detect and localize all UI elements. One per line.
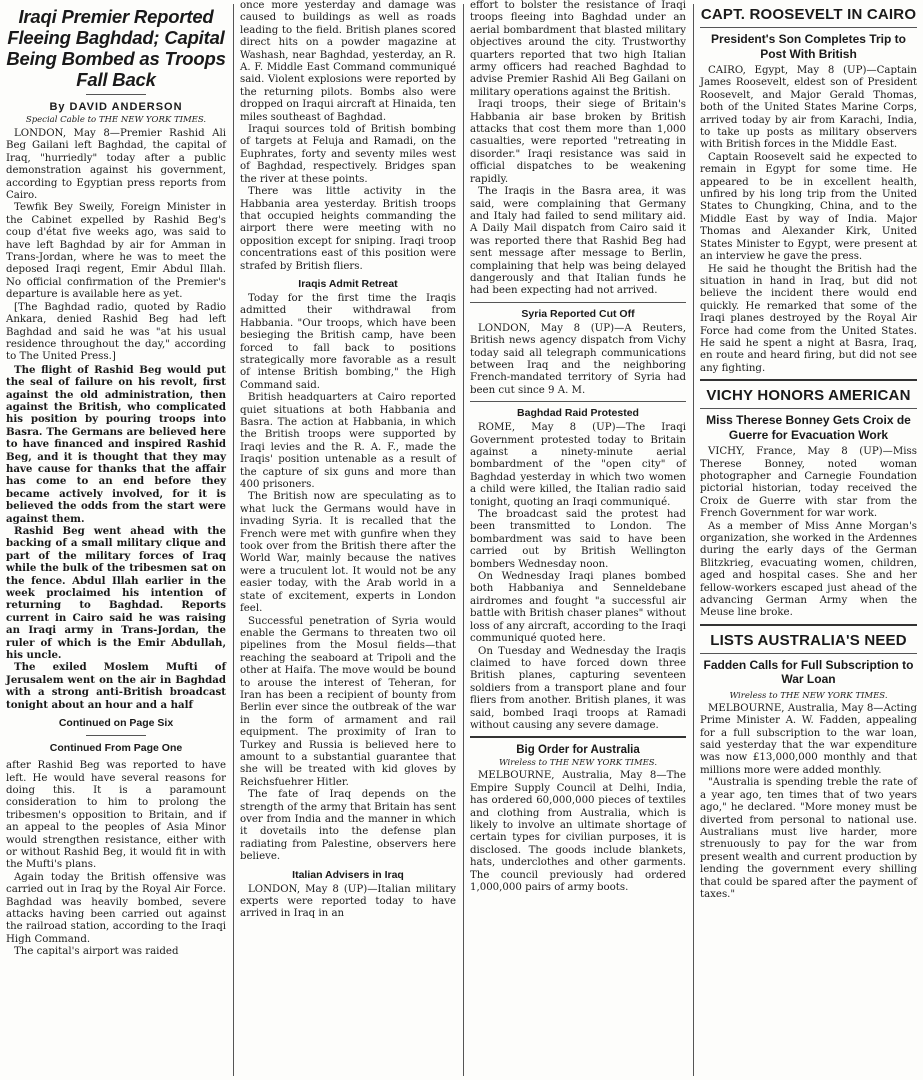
paragraph: Iraqi troops, their siege of Britain's Habbania air base broken by British attacks that cost them more than 1,000 casualties, were reported "retreating in disorder." Iraqi resistance was said in official dispatches to be weakening rapidly.	[470, 99, 686, 185]
paragraph: The British now are speculating as to what luck the Germans would have in invading Syria. It is recalled that the French were met with gunfire when they took over from the British there after the World War, mainly because the natives were a truculent lot. It would not be any easier today, with the Arab world in a state of excitement, experts in London feel.	[240, 491, 456, 615]
section-headline: LISTS AUSTRALIA'S NEED	[710, 631, 907, 649]
divider	[86, 735, 146, 736]
subhead: Syria Reported Cut Off	[521, 307, 635, 320]
divider	[700, 408, 917, 409]
paragraph: The Iraqis in the Basra area, it was said, were complaining that Germany and Italy had failed to send military aid. A Daily Mail dispatch from Cairo said it was reported there that Rashid Beg had sent message after message to Berlin, complaining that help was being delayed dangerously and that Italian funds he had been expecting had not arrived.	[470, 186, 686, 297]
divider	[86, 94, 146, 95]
paragraph: The fate of Iraq depends on the strength of the army that Britain has sent over from India and the manner in which it dovetails into the defense plan radiating from Palestine, observers here believe.	[240, 789, 456, 863]
subhead: Italian Advisers in Iraq	[292, 868, 404, 881]
paragraph: Tewfik Bey Sweily, Foreign Minister in the Cabinet expelled by Rashid Beg's coup d'état five weeks ago, was said to have left Baghdad by air for Amman in Trans-Jordan, where he was to meet the deposed Iraqi regent, Emir Abdul Illah. No official confirmation of the Premier's departure is available here as yet.	[6, 202, 226, 301]
paragraph: VICHY, France, May 8 (UP)—Miss Therese Bonney, noted woman photographer and Carnegie Foundation pictorial historian, today received the Croix de Guerre with star from the French Government for war work.	[700, 446, 917, 520]
paragraph: The capital's airport was raided	[14, 946, 179, 958]
section-headline: CAPT. ROOSEVELT IN CAIRO	[700, 6, 917, 23]
subhead: Big Order for Australia	[516, 744, 640, 757]
deck-headline: President's Son Completes Trip to Post With British	[711, 32, 906, 61]
paragraph: On Wednesday Iraqi planes bombed both Habbaniya and Senneldebane airdromes and fought "a successful air battle with British chaser planes" without loss of any aircraft, according to the Iraqi communiqué quoted here.	[470, 571, 686, 645]
paragraph: British headquarters at Cairo reported quiet situations at both Habbania and Basra. The action at Habbania, in which the British troops were supported by Iraqi levies and the R. A. F., made the Iraqis' position untenable as a result of the capture of six guns and more than 400 prisoners.	[240, 392, 456, 491]
paragraph: Again today the British offensive was carried out in Iraq by the Royal Air Force. Baghdad was heavily bombed, severe attacks having been carried out against the railroad station, according to the Iraqi High Command.	[6, 871, 226, 945]
paragraph: LONDON, May 8 (UP)—A Reuters, British news agency dispatch from Vichy today said all telegraph communications between Iraq and the neighboring French-mandated territory of Syria had been cut since 9 A. M.	[470, 322, 686, 396]
paragraph: On Tuesday and Wednesday the Iraqis claimed to have forced down three British planes, capturing seventeen soldiers from a transport plane and four fliers from another. British planes, it was said, bombed Iraqi troops at Ramadi without causing any severe damage.	[470, 645, 686, 731]
wireless-credit: Wireless to THE NEW YORK TIMES.	[498, 758, 658, 769]
paragraph: MELBOURNE, Australia, May 8—The Empire Supply Council at Delhi, India, has ordered 60,000,000 pieces of textiles and clothing from Australia, which is likely to involve an ultimate shortage of certain types for civilian purposes, it is disclosed. The goods include blankets, hats, underclothes and other garments. The council previously had ordered 1,000,000 pairs of army boots.	[470, 770, 686, 893]
section-headline: VICHY HONORS AMERICAN	[706, 387, 911, 405]
divider	[700, 379, 917, 381]
paragraph: "Australia is spending treble the rate of a year ago, ten times that of two years ago," he declared. "More money must be diverted from personal to national use. Australians must live harder, more strenuously to pay for the war from present wealth and current production by lending the government every shilling that could be spared after the payment of taxes."	[700, 777, 917, 900]
divider	[470, 302, 686, 303]
paragraph: Today for the first time the Iraqis admitted their withdrawal from Habbania. "Our troops, which have been besieging the British camp, have been forced to fall back to positions strategically more favorable as a result of intense British bombing," the High Command said.	[240, 292, 456, 391]
paragraph: Captain Roosevelt said he expected to remain in Egypt for some time. He appeared to be in excellent health, unfired by his long trip from the United States to Chungking, China, and to the Middle East by way of India. Major Thomas and Alexander Kirk, United States Minister to Egypt, were present at an interview he gave the press.	[700, 151, 917, 263]
paragraph: CAIRO, Egypt, May 8 (UP)—Captain James Roosevelt, eldest son of President Roosevelt, and Major Gerald Thomas, both of the United States Marine Corps, arrived today by air from Karachi, India, to take up posts as military observers with British forces in the Middle East.	[700, 65, 917, 151]
special-cable-credit: Special Cable to THE NEW YORK TIMES.	[25, 115, 207, 125]
divider	[700, 624, 917, 626]
paragraph: effort to bolster the resistance of Iraqi troops fleeing into Baghdad under an aerial bombardment that blasted military objectives around the city. Trustworthy quarters reported that two high Italian army officers had reached Baghdad to advise Premier Rashid Ali Beg Gailani on military operations against the British.	[470, 0, 686, 98]
paragraph: LONDON, May 8—Premier Rashid Ali Beg Gailani left Baghdad, the capital of Iraq, "hurriedly" today after a public demonstration against his government, according to Egyptian press reports from Cairo.	[6, 128, 226, 202]
paragraph: The exiled Moslem Mufti of Jerusalem went on the air in Baghdad with a strong anti-British broadcast tonight about an hour and a half	[6, 661, 226, 711]
paragraph: As a member of Miss Anne Morgan's organization, she worked in the Ardennes during the early days of the German Blitzkrieg, evacuating women, children, aged and hospital cases. She and her fellow-workers escaped just ahead of the advancing German Army when the Meuse line broke.	[700, 520, 917, 619]
divider	[470, 736, 686, 738]
subhead: Baghdad Raid Protested	[517, 407, 639, 420]
divider	[470, 401, 686, 402]
deck-headline: Fadden Calls for Full Subscription to War Loan	[703, 657, 914, 687]
paragraph: Successful penetration of Syria would enable the Germans to threaten two oil pipelines from the Mosul fields—that reaching the seaboard at Tripoli and the other at Haifa. The move would be bound to arouse the interest of Teheran, for Iran has been a recipient of bounty from Berlin ever since the outbreak of the war in the form of armament and rail equipment. The proximity of Iran to Turkey and Russia is believed here to amount to a substantial guarantee that she will be treated with kid gloves by Reichsfuehrer Hitler.	[240, 615, 456, 788]
continued-on-note: Continued on Page Six	[58, 717, 174, 730]
paragraph: once more yesterday and damage was caused to buildings as well as roads leading to the field. British planes scored direct hits on a powder magazine at Washash, near Baghdad, yesterday, an R. A. F. Middle East Command communiqué said. Violent explosions were reported by the returning pilots. Bombs also were dropped on Iraqui aircraft at Hinaida, ten miles southeast of Baghdad.	[240, 0, 456, 123]
continued-from-note: Continued From Page One	[49, 742, 183, 755]
column-1	[0, 0, 232, 1080]
main-headline: Iraqi Premier Reported Fleeing Baghdad; Capital Being Bombed as Troops Fall Back	[6, 6, 226, 90]
paragraph: LONDON, May 8 (UP)—Italian military experts were reported today to have arrived in Iraq in an	[240, 883, 456, 920]
paragraph: There was little activity in the Habbania area yesterday. British troops that occupied heights commanding the airport there were meeting with no opposition except for sniping. Iraqi troop concentrations east of this position were strafed by British fliers.	[240, 186, 456, 272]
paragraph: The broadcast said the protest had been transmitted to London. The bombardment was said to have been carried out by British Wellington bombers Wednesday noon.	[470, 509, 686, 570]
paragraph: MELBOURNE, Australia, May 8—Acting Prime Minister A. W. Fadden, appealing for a full subscription to the war loan, said yesterday that the war expenditure was now £13,000,000 monthly and that millions more were added monthly.	[700, 702, 917, 776]
column-3	[464, 0, 692, 1080]
paragraph: The flight of Rashid Beg would put the seal of failure on his revolt, first against the old administration, then against the British, who complicated his position by pouring troops into Basra. The Germans are believed here to have financed and inspired Rashid Beg, and it is thought that they may have cause for thanks that the affair has come to an end before they became actively involved, for it is believed the odds from the start were against them.	[6, 363, 226, 525]
paragraph: Iraqui sources told of British bombing of targets at Feluja and Ramadi, on the Euphrates, forty and seventy miles west of Baghdad, respectively. Bridges span the river at these points.	[240, 124, 456, 185]
paragraph: [The Baghdad radio, quoted by Radio Ankara, denied Rashid Beg had left Baghdad and said he was "at his usual residence throughout the day," according to The United Press.]	[6, 301, 226, 363]
paragraph: Rashid Beg went ahead with the backing of a small military clique and part of the military forces of Iraq while the bulk of the tribesmen sat on the fence. Abdul Illah earlier in the week proclaimed his intention of returning to Baghdad. Reports current in Cairo said he was raising an Iraqi army in Trans-Jordan, the ruler of which is the Emir Abdullah, his uncle.	[6, 525, 226, 662]
paragraph: ROME, May 8 (UP)—The Iraqi Government protested today to Britain against a ninety-minute aerial bombardment of the "open city" of Baghdad yesterday in which two women a child were killed, the Italian radio said tonight, quoting an Iraqi communiqué.	[470, 422, 686, 508]
column-4	[694, 0, 923, 1080]
paragraph: He said he thought the British had the situation in hand in Iraq, but did not believe the incident there would end quickly. He remarked that some of the Iraqi planes destroyed by the Royal Air Force had come from the United States. He said he spent a night at Basra, Iraq, en route and heard firing, but did not see any fighting.	[700, 263, 917, 374]
deck-headline: Miss Therese Bonney Gets Croix de Guerre for Evacuation Work	[706, 413, 911, 442]
paragraph: after Rashid Beg was reported to have left. He would have several reasons for doing this. It is a paramount consideration to him to prolong the tribesmen's opposition to Britain, and if an appeal to the peoples of Asia Minor would strengthen resistance, either with or without Rashid Beg, it would fit in with the Mufti's plans.	[6, 760, 226, 871]
divider	[700, 27, 917, 28]
wireless-credit: Wireless to THE NEW YORK TIMES.	[729, 690, 888, 701]
column-2	[234, 0, 462, 1080]
divider	[700, 653, 917, 654]
subhead: Iraqis Admit Retreat	[298, 277, 398, 290]
byline: By DAVID ANDERSON	[49, 101, 183, 113]
